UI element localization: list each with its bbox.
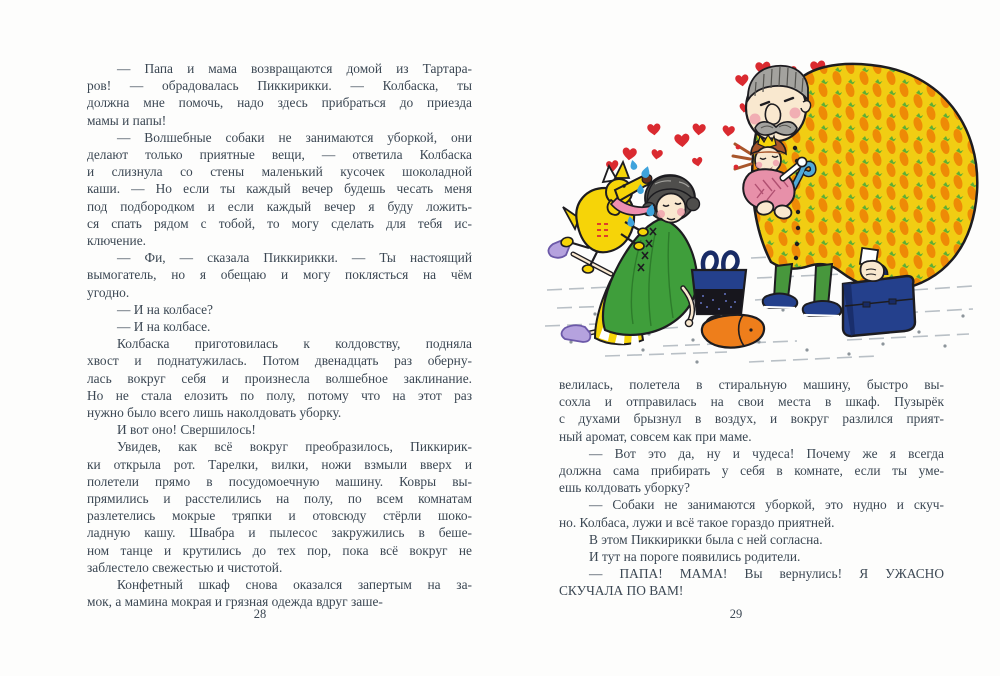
right-page-text: [559, 376, 944, 600]
text-line: — И на колбасе.: [117, 319, 211, 335]
text-line: ключение.: [87, 233, 146, 249]
text-line: Но не стала елозить по полу, потому что на этот раз: [87, 387, 472, 403]
heart-icon: [692, 123, 706, 136]
heart-icon: [674, 133, 690, 147]
text-line: должна сама прибирать у себя в комнате, если ты уме-: [559, 463, 944, 479]
text-line: каши. — Но если ты каждый вечер будешь чесать меня: [87, 181, 472, 197]
text-line: сохла и отправилась на свои места в шкаф. Пузырёк: [559, 394, 944, 410]
paragraph: [87, 421, 472, 438]
paragraph: [559, 565, 944, 599]
text-line: И тут на пороге появились родители.: [589, 549, 801, 565]
text-line: делают только приятные вещи, — ответила Колбаска: [87, 147, 472, 163]
family-illustration: [545, 8, 985, 370]
paragraph: [559, 376, 944, 445]
heart-icon: [651, 149, 664, 160]
text-line: ся спать рядом с тобой, то могу сделать для тебя ис-: [87, 215, 472, 231]
father-nose: [765, 104, 780, 124]
text-line: Колбаска приготовилась к колдовству, подняла: [117, 336, 472, 352]
text-line: должна мне помочь, надо здесь прибраться до приезда: [87, 95, 472, 111]
heart-icon: [647, 123, 661, 136]
text-line: велилась, полетела в стиральную машину, быстро вы-: [559, 377, 944, 392]
text-line: — Вот это да, ну и чудеса! Почему же я всегда: [589, 445, 944, 461]
text-line: разлетелись мокрые тряпки и отовсюду стёрли шоко-: [87, 508, 472, 524]
dog-eye: [622, 184, 625, 187]
paragraph: [87, 60, 472, 129]
text-line: ном танце и крутились до тех пор, пока всё вокруг не: [87, 542, 472, 558]
page-number-left: 28: [253, 607, 267, 621]
paragraph: [559, 531, 944, 548]
heart-icon: [735, 74, 749, 87]
text-line: — Фи, — сказала Пиккирикки. — Ты настоящий: [117, 250, 472, 266]
text-line: ешь колдовать уборку?: [559, 480, 690, 496]
paragraph: [87, 249, 472, 301]
tote-handle: [703, 253, 717, 271]
text-line: лась вокруг себя и произнесла волшебное заклинание.: [87, 370, 472, 386]
text-line: — Собаки не занимаются уборкой, это нудно и скуч-: [589, 497, 944, 513]
paragraph: [559, 445, 944, 497]
text-line: с духами брызнул в воздух, и вокруг разлился прият-: [559, 411, 944, 427]
text-line: полетели прямо в посудомоечную машину. Ковры вы-: [87, 473, 472, 489]
father-hand-grip: [860, 261, 884, 281]
page-number-right: 29: [729, 607, 743, 621]
heart-icon: [692, 157, 704, 168]
text-line: мок, а мамина мокрая и грязная одежда вдруг заше-: [87, 594, 383, 610]
text-line: прямились и расстелились на полу, по всем комнатам: [87, 491, 472, 507]
text-line: — ПАПА! МАМА! Вы вернулись! Я УЖАСНО: [589, 566, 944, 582]
girl-hand: [797, 157, 806, 166]
paragraph: [87, 438, 472, 576]
text-line: ки открыла рот. Тарелки, вилки, ножи взмыли вверх и: [87, 456, 472, 472]
text-line: СКУЧАЛА ПО ВАМ!: [559, 583, 684, 599]
mother-hand: [685, 319, 692, 326]
left-page-text: [87, 60, 472, 611]
text-line: Конфетный шкаф снова оказался запертым на за-: [117, 577, 472, 593]
text-line: ров! — обрадовалась Пиккирикки. — Колбаска, ты: [87, 78, 472, 94]
father-figure: [733, 64, 977, 336]
father-shoe: [763, 294, 798, 309]
text-line: под подбородком и если каждый вечер я буду ложить-: [87, 198, 472, 214]
text-line: И вот оно! Свершилось!: [117, 422, 256, 438]
text-line: — Волшебные собаки не занимаются уборкой, они: [117, 129, 472, 145]
text-line: Увидев, как всё вокруг преобразилось, Пиккирик-: [117, 439, 472, 455]
paragraph: [559, 496, 944, 530]
paragraph: [87, 129, 472, 249]
text-line: мамы и папы!: [87, 112, 167, 128]
drop-icon: [629, 159, 638, 170]
text-line: вымогатель, но я обещаю и могу поклясться на чём: [87, 267, 472, 283]
text-line: нужно было всего лишь наколдовать уборку.: [87, 405, 342, 421]
text-line: но. Колбаса, лужи и всё такое гораздо приятней.: [559, 514, 835, 530]
mother-shoe-down: [562, 325, 591, 342]
paragraph: [87, 335, 472, 421]
text-line: — Папа и мама возвращаются домой из Тартара-: [117, 61, 472, 76]
heart-icon: [722, 125, 735, 137]
father-shoe: [803, 301, 842, 316]
tote-handle: [723, 252, 737, 271]
text-line: и слизнула со стены маленький кусочек шоколадной: [87, 164, 472, 180]
text-line: заблестело свежестью и чистотой.: [87, 559, 283, 575]
text-line: — И на колбасе?: [117, 301, 213, 317]
heart-icon: [622, 147, 637, 161]
text-line: ный аромат, совсем как при маме.: [559, 428, 752, 444]
text-line: ладную кашу. Швабра и пылесос закружились в беше-: [87, 525, 472, 541]
paragraph: [87, 318, 472, 335]
text-line: В этом Пиккирикки была с ней согласна.: [589, 531, 823, 547]
paragraph: [87, 576, 472, 610]
tote-bag: [692, 252, 746, 314]
paragraph: [559, 548, 944, 565]
text-line: хвост и поднатужилась. Потом двенадцать раз оберну-: [87, 353, 472, 369]
handbag: [702, 314, 764, 348]
text-line: угодно.: [87, 284, 130, 300]
paragraph: [87, 301, 472, 318]
